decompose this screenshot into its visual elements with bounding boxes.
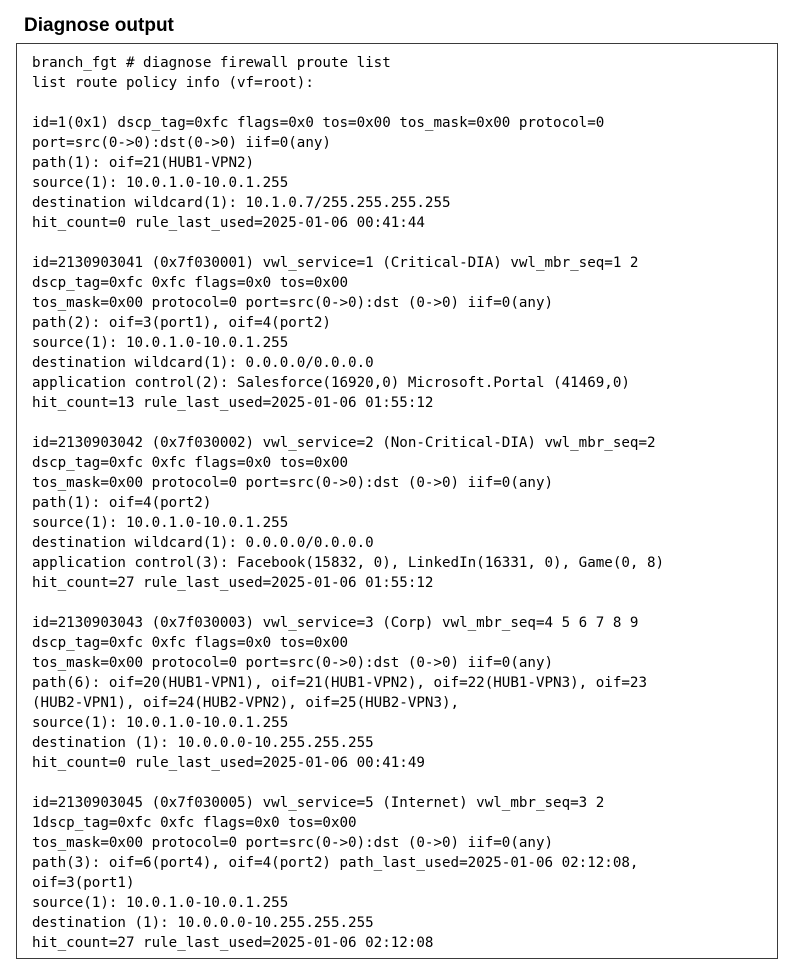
console-line: destination (1): 10.0.0.0-10.255.255.255	[32, 915, 374, 931]
console-line: destination (1): 10.0.0.0-10.255.255.255	[32, 735, 374, 751]
console-line: port=src(0->0):dst(0->0) iif=0(any)	[32, 135, 331, 151]
console-blank-line	[32, 93, 777, 113]
console-line: tos_mask=0x00 protocol=0 port=src(0->0):dst (0->0) iif=0(any)	[32, 295, 554, 311]
console-line: dscp_tag=0xfc 0xfc flags=0x0 tos=0x00	[32, 635, 349, 651]
console-line: oif=3(port1)	[32, 875, 135, 891]
console-line: id=2130903042 (0x7f030002) vwl_service=2 (Non-Critical-DIA) vwl_mbr_seq=2	[32, 435, 656, 451]
console-blank-line	[32, 773, 777, 793]
console-line: hit_count=0 rule_last_used=2025-01-06 00:41:44	[32, 215, 425, 231]
console-line: destination wildcard(1): 0.0.0.0/0.0.0.0	[32, 535, 374, 551]
console-line: branch_fgt # diagnose firewall proute list	[32, 55, 391, 71]
console-blank-line	[32, 413, 777, 433]
console-line: dscp_tag=0xfc 0xfc flags=0x0 tos=0x00	[32, 275, 349, 291]
console-line: tos_mask=0x00 protocol=0 port=src(0->0):dst (0->0) iif=0(any)	[32, 655, 554, 671]
console-line: path(3): oif=6(port4), oif=4(port2) path_last_used=2025-01-06 02:12:08,	[32, 855, 639, 871]
console-line: path(1): oif=21(HUB1-VPN2)	[32, 155, 255, 171]
console-line: tos_mask=0x00 protocol=0 port=src(0->0):dst (0->0) iif=0(any)	[32, 835, 554, 851]
console-line: 1dscp_tag=0xfc 0xfc flags=0x0 tos=0x00	[32, 815, 357, 831]
console-line: list route policy info (vf=root):	[32, 75, 314, 91]
console-output-box	[16, 43, 778, 959]
console-line: dscp_tag=0xfc 0xfc flags=0x0 tos=0x00	[32, 455, 349, 471]
console-line: id=2130903045 (0x7f030005) vwl_service=5 (Internet) vwl_mbr_seq=3 2	[32, 795, 605, 811]
console-line: source(1): 10.0.1.0-10.0.1.255	[32, 515, 289, 531]
console-line: path(1): oif=4(port2)	[32, 495, 212, 511]
console-line: hit_count=13 rule_last_used=2025-01-06 01:55:12	[32, 395, 434, 411]
console-line: destination wildcard(1): 10.1.0.7/255.255.255.255	[32, 195, 451, 211]
console-line: hit_count=27 rule_last_used=2025-01-06 01:55:12	[32, 575, 434, 591]
console-line: id=2130903041 (0x7f030001) vwl_service=1 (Critical-DIA) vwl_mbr_seq=1 2	[32, 255, 639, 271]
console-line: id=1(0x1) dscp_tag=0xfc flags=0x0 tos=0x00 tos_mask=0x00 protocol=0	[32, 115, 605, 131]
page-title: Diagnose output	[24, 15, 174, 36]
console-blank-line	[32, 593, 777, 613]
console-line: hit_count=27 rule_last_used=2025-01-06 02:12:08	[32, 935, 434, 951]
console-line: source(1): 10.0.1.0-10.0.1.255	[32, 335, 289, 351]
console-blank-line	[32, 233, 777, 253]
console-line: tos_mask=0x00 protocol=0 port=src(0->0):dst (0->0) iif=0(any)	[32, 475, 554, 491]
console-line: (HUB2-VPN1), oif=24(HUB2-VPN2), oif=25(HUB2-VPN3),	[32, 695, 460, 711]
console-line: application control(3): Facebook(15832, 0), LinkedIn(16331, 0), Game(0, 8)	[32, 555, 665, 571]
console-line: id=2130903043 (0x7f030003) vwl_service=3 (Corp) vwl_mbr_seq=4 5 6 7 8 9	[32, 615, 639, 631]
console-line: destination wildcard(1): 0.0.0.0/0.0.0.0	[32, 355, 374, 371]
console-line: hit_count=0 rule_last_used=2025-01-06 00:41:49	[32, 755, 425, 771]
console-line: source(1): 10.0.1.0-10.0.1.255	[32, 175, 289, 191]
console-line: application control(2): Salesforce(16920,0) Microsoft.Portal (41469,0)	[32, 375, 630, 391]
console-line: source(1): 10.0.1.0-10.0.1.255	[32, 715, 289, 731]
console-line: source(1): 10.0.1.0-10.0.1.255	[32, 895, 289, 911]
console-text	[17, 44, 777, 953]
console-line: path(2): oif=3(port1), oif=4(port2)	[32, 315, 331, 331]
console-line: path(6): oif=20(HUB1-VPN1), oif=21(HUB1-VPN2), oif=22(HUB1-VPN3), oif=23	[32, 675, 647, 691]
